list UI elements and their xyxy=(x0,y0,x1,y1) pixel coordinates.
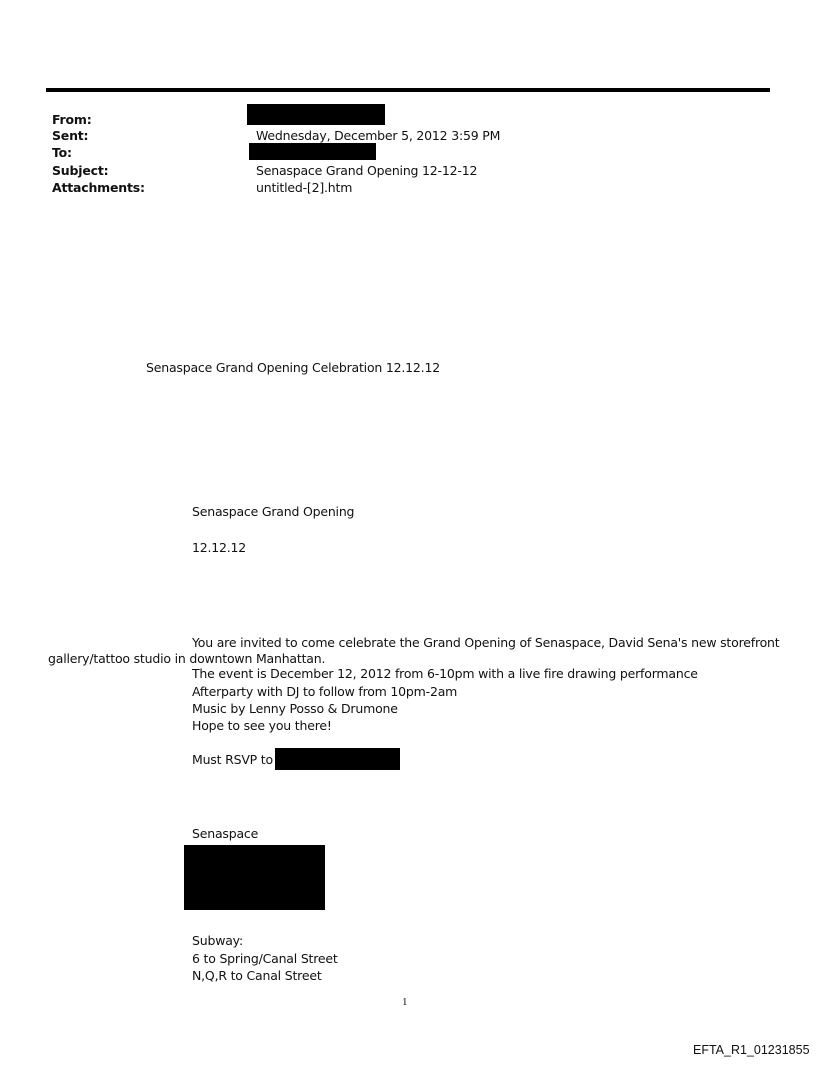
from-label: From: xyxy=(52,112,92,127)
attachments-label: Attachments: xyxy=(52,180,145,195)
subway-line-1: 6 to Spring/Canal Street xyxy=(192,951,338,966)
sent-value: Wednesday, December 5, 2012 3:59 PM xyxy=(256,128,501,143)
to-label: To: xyxy=(52,145,72,160)
subway-line-2: N,Q,R to Canal Street xyxy=(192,968,322,983)
invite-line-2: gallery/tattoo studio in downtown Manhattan. xyxy=(48,651,326,666)
hope-line: Hope to see you there! xyxy=(192,718,332,733)
subway-label: Subway: xyxy=(192,933,243,948)
rsvp-label: Must RSVP to xyxy=(192,752,273,767)
event-date: 12.12.12 xyxy=(192,540,247,555)
afterparty-line: Afterparty with DJ to follow from 10pm-2am xyxy=(192,684,458,699)
header-rule xyxy=(46,88,770,92)
subject-label: Subject: xyxy=(52,163,109,178)
music-line: Music by Lenny Posso & Drumone xyxy=(192,701,398,716)
from-redaction xyxy=(247,104,385,125)
document-id: EFTA_R1_01231855 xyxy=(693,1043,810,1057)
sent-label: Sent: xyxy=(52,128,89,143)
page-number: 1 xyxy=(402,996,408,1008)
attachment-link[interactable]: untitled-[2].htm xyxy=(256,180,353,195)
event-title: Senaspace Grand Opening xyxy=(192,504,355,519)
venue-name: Senaspace xyxy=(192,826,259,841)
to-redaction xyxy=(249,143,376,160)
address-redaction xyxy=(184,845,325,910)
rsvp-redaction xyxy=(275,748,400,770)
event-line: The event is December 12, 2012 from 6-10pm with a live fire drawing performance xyxy=(192,666,698,681)
invite-line-1: You are invited to come celebrate the Grand Opening of Senaspace, David Sena's new storefront xyxy=(192,635,780,650)
headline: Senaspace Grand Opening Celebration 12.12.12 xyxy=(146,360,440,375)
subject-value: Senaspace Grand Opening 12-12-12 xyxy=(256,163,478,178)
